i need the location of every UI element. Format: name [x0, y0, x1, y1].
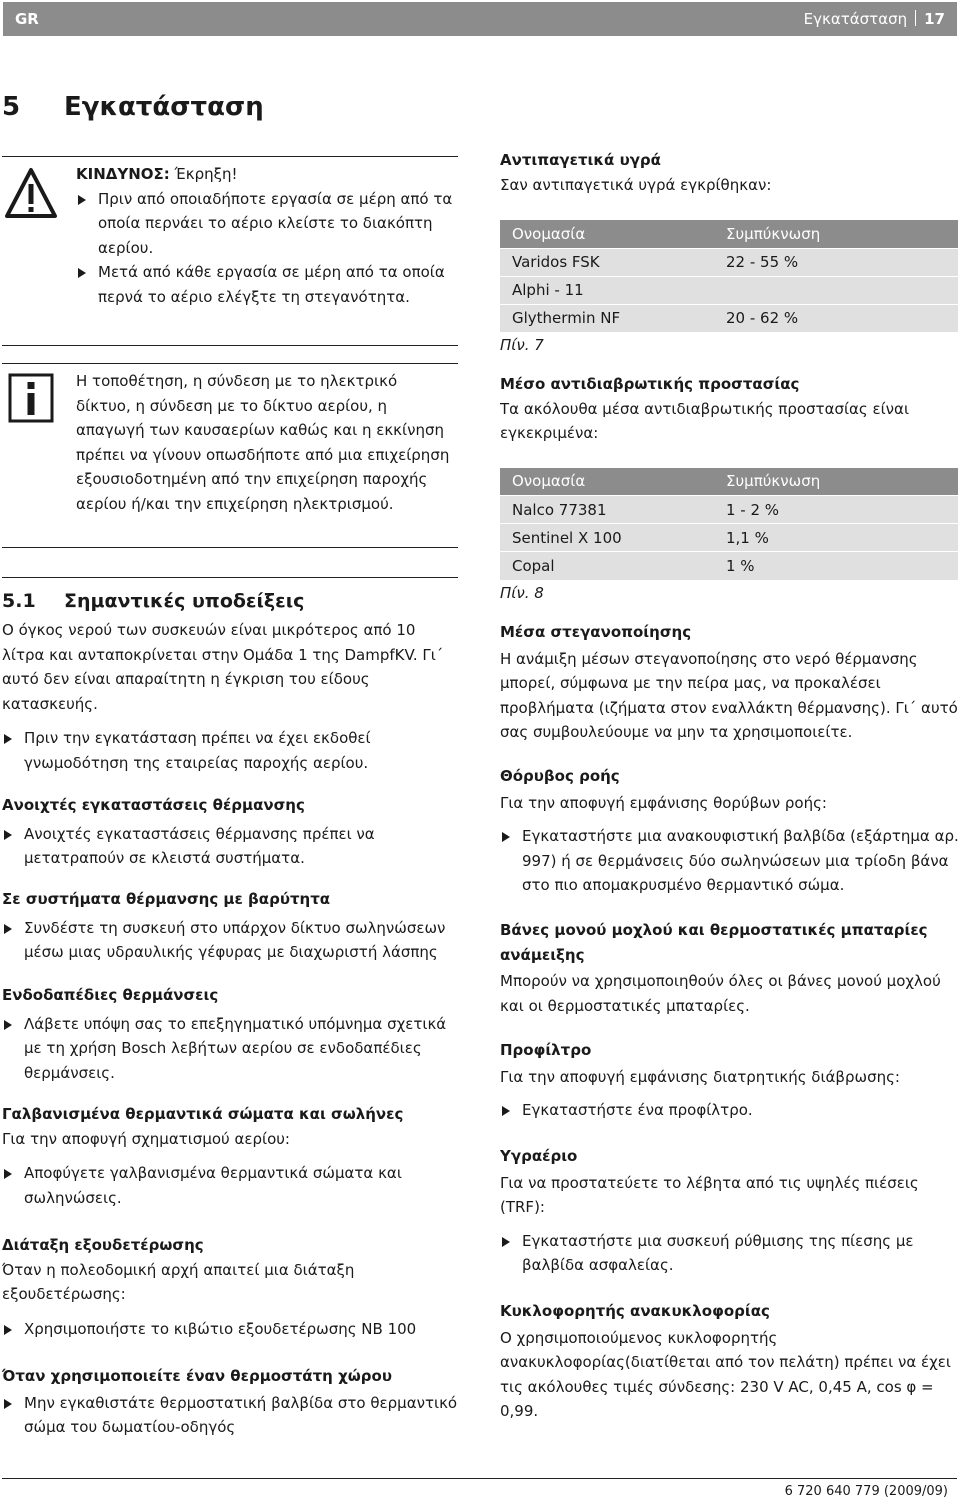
section-title: Σημαντικές υποδείξεις [64, 590, 305, 612]
subsection-heading: Γαλβανισμένα θερμαντικά σώματα και σωλήνες [2, 1105, 404, 1123]
warning-text: Έκρηξη! [169, 165, 238, 183]
antifreeze-table [500, 220, 958, 332]
subsection-text: Μπορούν να χρησιμοποιηθούν όλες οι βάνες μονού μοχλού και οι θερμοστατικές μπαταρίες. [500, 972, 941, 1015]
table-header-cell: Ονομασία [500, 468, 718, 496]
table-header-cell: Συμπύκνωση [718, 220, 958, 248]
table-header-cell: Συμπύκνωση [718, 468, 958, 496]
subsection-text: Για την αποφυγή εμφάνισης διατρητικής διάβρωσης: [500, 1067, 900, 1086]
subsection-heading: Θόρυβος ροής [500, 767, 620, 785]
subsection-heading: Βάνες μονού μοχλού και θερμοστατικές μπαταρίες ανάμειξης [500, 921, 928, 964]
right-subsection [500, 764, 960, 898]
page-header [3, 2, 957, 36]
section-5-1 [2, 588, 458, 775]
subsection-bullet: Λάβετε υπόψη σας το επεξηγηματικό υπόμνημα σχετικά με τη χρήση Bosch λεβήτων αερίου σε ενδοδαπέδιες θερμάνσεις. [2, 1012, 458, 1086]
subsection-text: Για να προστατεύετε το λέβητα από τις υψηλές πιέσεις (TRF): [500, 1173, 919, 1216]
warning-label: ΚΙΝΔΥΝΟΣ: [76, 165, 170, 183]
subsection-text: Ο χρησιμοποιούμενος κυκλοφορητής ανακυκλοφορίας(διατίθεται από τον πελάτη) πρέπει να έχει τις ακόλουθες τιμές σύνδεσης: 230 V AC, 0,45 A, cos φ = 0,99. [500, 1328, 951, 1420]
left-subsection [2, 983, 458, 1085]
left-subsection [2, 793, 458, 871]
warning-block [76, 162, 456, 309]
subsection-bullet: Μην εγκαθιστάτε θερμοστατική βαλβίδα στο θερμαντικό σώμα του δωματίου-οδηγός [2, 1391, 458, 1440]
table-cell [718, 276, 958, 304]
chapter-number: 5 [2, 92, 21, 122]
table-row [500, 552, 958, 580]
table-row [500, 524, 958, 552]
header-right [804, 10, 945, 28]
right-subsection [500, 918, 960, 1018]
info-icon [8, 373, 54, 423]
subsection-heading: Μέσο αντιδιαβρωτικής προστασίας [500, 375, 800, 393]
chapter-title-text: Εγκατάσταση [64, 92, 264, 122]
antifreeze-section [500, 148, 960, 356]
warning-bullet: Μετά από κάθε εργασία σε μέρη από τα οποία περνά το αέριο ελέγξτε τη στεγανότητα. [76, 260, 456, 309]
subsection-heading: Μέσα στεγανοποίησης [500, 623, 692, 641]
section-divider [2, 577, 458, 578]
subsection-heading: Ενδοδαπέδιες θερμάνσεις [2, 986, 219, 1004]
subsection-text: Για την αποφυγή εμφάνισης θορύβων ροής: [500, 793, 827, 812]
right-subsection [500, 1038, 960, 1123]
left-subsection [2, 1102, 458, 1210]
subsection-heading: Διάταξη εξουδετέρωσης [2, 1236, 204, 1254]
page-number: 17 [924, 10, 945, 28]
subsection-heading: Ανοιχτές εγκαταστάσεις θέρμανσης [2, 796, 305, 814]
right-subsection [500, 620, 960, 745]
info-text: Η τοποθέτηση, η σύνδεση με το ηλεκτρικό δίκτυο, η σύνδεση με το δίκτυο αερίου, η απαγωγή των καυσαερίων καθώς και η εκκίνηση πρέπει να γίνουν οπωσδήποτε από μια επιχείρηση εξουσιοδοτημένη από την επιχείρηση παροχής αερίου ή/και την επιχείρηση ηλεκτρισμού. [76, 372, 450, 513]
table-row [500, 248, 958, 276]
table-header-cell: Ονομασία [500, 220, 718, 248]
subsection-bullet: Χρησιμοποιήστε το κιβώτιο εξουδετέρωσης NB 100 [2, 1317, 458, 1342]
left-subsection [2, 1364, 458, 1440]
section-heading [2, 588, 458, 614]
subsection-bullet: Αποφύγετε γαλβανισμένα θερμαντικά σώματα και σωληνώσεις. [2, 1161, 458, 1210]
table-header-row [500, 220, 958, 248]
right-subsection [500, 1299, 960, 1424]
table-caption: Πίν. 7 [500, 336, 544, 354]
table-cell: 22 - 55 % [718, 248, 958, 276]
warning-heading [76, 162, 456, 187]
subsection-heading: Όταν χρησιμοποιείτε έναν θερμοστάτη χώρου [2, 1367, 392, 1385]
section-number: 5.1 [2, 590, 36, 612]
section-intro: Ο όγκος νερού των συσκευών είναι μικρότερος από 10 λίτρα και ανταποκρίνεται στην Ομάδα 1 της DampfKV. Γι΄ αυτό δεν είναι απαραίτητη η έγκριση του είδους κατασκευής. [2, 621, 444, 713]
subsection-bullet: Εγκαταστήστε μια συσκευή ρύθμισης της πίεσης με βαλβίδα ασφαλείας. [500, 1229, 960, 1278]
subsection-text: Για την αποφυγή σχηματισμού αερίου: [2, 1129, 290, 1148]
chapter-title [2, 92, 264, 122]
table-row [500, 276, 958, 304]
subsection-heading: Αντιπαγετικά υγρά [500, 151, 661, 169]
table-row [500, 304, 958, 332]
subsection-bullet: Ανοιχτές εγκαταστάσεις θέρμανσης πρέπει να μετατραπούν σε κλειστά συστήματα. [2, 822, 458, 871]
corrosion-table [500, 468, 958, 580]
table-row [500, 496, 958, 524]
section-bullet: Πριν την εγκατάσταση πρέπει να έχει εκδοθεί γνωμοδότηση της εταιρείας παροχής αερίου. [2, 726, 458, 775]
subsection-text: Όταν η πολεοδομική αρχή απαιτεί μια διάταξη εξουδετέρωσης: [2, 1260, 355, 1303]
subsection-text: Σαν αντιπαγετικά υγρά εγκρίθηκαν: [500, 175, 772, 194]
subsection-heading: Σε συστήματα θέρμανσης με βαρύτητα [2, 890, 331, 908]
table-cell: 1 % [718, 552, 958, 580]
warning-bottom-rule [2, 345, 458, 346]
language-code: GR [15, 10, 39, 28]
table-cell: Copal [500, 552, 718, 580]
document-number: 6 720 640 779 (2009/09) [784, 1484, 948, 1499]
table-cell: 1,1 % [718, 524, 958, 552]
subsection-heading: Υγραέριο [500, 1147, 578, 1165]
warning-bullet: Πριν από οποιαδήποτε εργασία σε μέρη από τα οποία περνάει το αέριο κλείστε το διακόπτη αερίου. [76, 187, 456, 261]
subsection-heading: Κυκλοφορητής ανακυκλοφορίας [500, 1302, 770, 1320]
warning-triangle-icon [4, 166, 58, 228]
subsection-bullet: Συνδέστε τη συσκευή στο υπάρχον δίκτυο σωληνώσεων μέσω μιας υδραυλικής γέφυρας με διαχωριστή λάσπης [2, 916, 458, 965]
corrosion-section [500, 372, 960, 604]
footer-rule [2, 1478, 957, 1479]
subsection-text: Τα ακόλουθα μέσα αντιδιαβρωτικής προστασίας είναι εγκεκριμένα: [500, 399, 910, 442]
info-bottom-rule [2, 547, 458, 548]
header-section: Εγκατάσταση [803, 10, 908, 28]
table-cell: 20 - 62 % [718, 304, 958, 332]
info-top-rule [2, 363, 458, 364]
table-caption: Πίν. 8 [500, 583, 544, 602]
right-subsection [500, 1144, 960, 1278]
subsection-heading: Προφίλτρο [500, 1041, 592, 1059]
subsection-text: Η ανάμιξη μέσων στεγανοποίησης στο νερό θέρμανσης μπορεί, σύμφωνα με την πείρα μας, να προκαλέσει προβλήματα (ιζήματα στον εναλλάκτη θέρμανσης). Γι΄ αυτό σας συμβουλεύουμε να μην τα χρησιμοποιείτε. [500, 649, 958, 741]
left-subsection [2, 1233, 458, 1341]
table-cell: Sentinel X 100 [500, 524, 718, 552]
warning-top-rule [2, 156, 458, 157]
table-cell: 1 - 2 % [718, 496, 958, 524]
table-header-row [500, 468, 958, 496]
table-cell: Varidos FSK [500, 248, 718, 276]
subsection-bullet: Εγκαταστήστε ένα προφίλτρο. [500, 1098, 960, 1123]
table-cell: Alphi - 11 [500, 276, 718, 304]
table-cell: Glythermin NF [500, 304, 718, 332]
table-cell: Nalco 77381 [500, 496, 718, 524]
left-subsection [2, 887, 458, 965]
subsection-bullet: Εγκαταστήστε μια ανακουφιστική βαλβίδα (εξάρτημα αρ. 997) ή σε θερμάνσεις δύο σωληνώσεων μια τρίοδη βάνα στο πιο απομακρυσμένο θερμαντικό σώμα. [500, 824, 960, 898]
